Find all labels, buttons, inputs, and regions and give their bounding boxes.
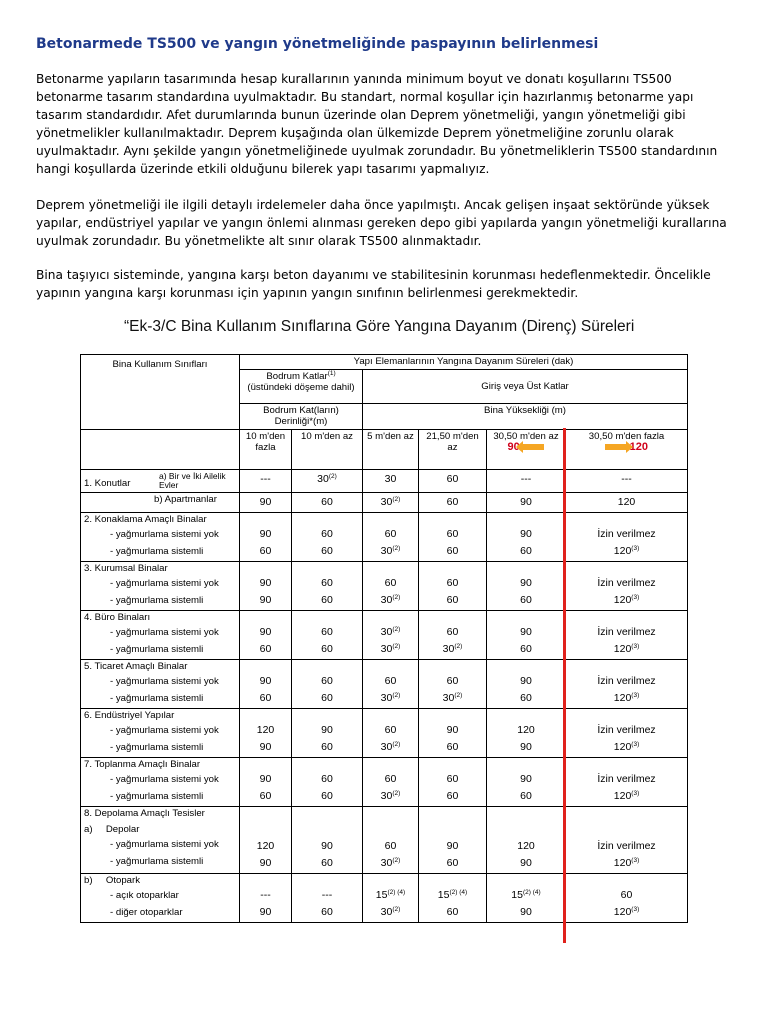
arrow-left-icon [522,444,544,450]
table-row: 3. Kurumsal Binalar - yağmurlama sistemi yok - yağmurlama sistemli 90 90 60 60 60 30$^{(2)}$ 60 60 90 60 İzin verilmez 120$^{(3)}$ [81,562,688,611]
table-row: b) Otopark - açık otoparklar - diğer otoparklar --- 90 --- 60 $15^{(2) (4)}$ 30$^{(2)}$ $15^{(2) (4)}$ 60 $15^{(2) (4)}$ 90 60 120$^{(3)}$ [81,874,688,923]
table-row: 5. Ticaret Amaçlı Binalar - yağmurlama sistemi yok - yağmurlama sistemli 90 60 60 60 60 30$^{(2)}$ 60 30$^{(2)}$ 90 60 İzin verilmez 120$^{(3)}$ [81,660,688,709]
header-height: Bina Yüksekliği (m) [363,404,688,430]
header-class: Bina Kullanım Sınıfları [81,355,240,430]
category-name: 6. Endüstriyel Yapılar [84,710,175,721]
col-header: 10 m'den fazla [240,430,292,470]
table-title: “Ek-3/C Bina Kullanım Sınıflarına Göre Yangına Dayanım (Direnç) Süreleri [124,318,635,335]
arrow-right-icon [605,444,627,450]
category-name: 2. Konaklama Amaçlı Binalar [84,514,207,525]
category-name: 5. Ticaret Amaçlı Binalar [84,661,188,672]
table-row: 6. Endüstriyel Yapılar - yağmurlama sistemi yok - yağmurlama sistemli 120 90 90 60 60 30$^{(2)}$ 90 60 120 90 İzin verilmez 120$^{(3)}$ [81,709,688,758]
paragraph-3: Bina taşıyıcı sisteminde, yangına karşı beton dayanımı ve stabilitesinin korunması hedeflenmektedir. Öncelikle yapının yangına karşı korunması için yapının yangın sınıfının belirlenmesi gerekmektedir. [36,268,711,301]
page-title: Betonarmede TS500 ve yangın yönetmeliğinde paspayının belirlenmesi [36,36,599,52]
header-depth: Bodrum Kat(ların) Derinliği*(m) [240,404,363,430]
table-row: 7. Toplanma Amaçlı Binalar - yağmurlama sistemi yok - yağmurlama sistemli 90 60 60 60 60 30$^{(2)}$ 60 60 90 60 İzin verilmez 120$^{(3)}$ [81,758,688,807]
header-basement: Bodrum Katlar$^{(1)}$ (üstündeki döşeme dahil) [240,370,363,404]
red-marker-line [563,428,566,943]
marker-120: 120 [629,441,649,453]
col-header: 21,50 m'den az [419,430,487,470]
marker-90: 90 [507,441,520,453]
col-header: 30,50 m'den az 90 [487,430,566,470]
table-row: 8. Depolama Amaçlı Tesisler a) Depolar - yağmurlama sistemi yok - yağmurlama sistemli 120 90 90 60 60 30$^{(2)}$ 90 60 120 90 İzin verilmez 120$^{(3)}$ [81,807,688,874]
table-row: 2. Konaklama Amaçlı Binalar - yağmurlama sistemi yok - yağmurlama sistemli 90 60 60 60 60 30$^{(2)}$ 60 60 90 60 İzin verilmez 120$^{(3)}$ [81,513,688,562]
category-name: 4. Büro Binaları [84,612,151,623]
category-name: 3. Kurumsal Binalar [84,563,168,574]
col-header: 30,50 m'den fazla 120 [566,430,688,470]
paragraph-2: Deprem yönetmeliği ile ilgili detaylı irdelemeler daha önce yapılmıştı. Ancak gelişen inşaat sektöründe yüksek yapılar, endüstriyel yapılar ve yangın önlemi alınması gereken depo gibi yapılarda yangın yönetmeliği kurallarına uyulmak zorundadır. Bu yönetmelikte alt sınır olarak TS500 alınmaktadır. [36,198,727,249]
col-header: 5 m'den az [363,430,419,470]
header-durations: Yapı Elemanlarının Yangına Dayanım Süreleri (dak) [240,355,688,370]
col-header: 10 m'den az [292,430,363,470]
table-row: 4. Büro Binaları - yağmurlama sistemi yok - yağmurlama sistemli 90 60 60 60 30$^{(2)}$ 30$^{(2)}$ 60 30$^{(2)}$ 90 60 İzin verilmez 120$^{(3)}$ [81,611,688,660]
paragraph-1: Betonarme yapıların tasarımında hesap kurallarının yanında minimum boyut ve donatı koşullarını TS500 betonarme tasarım standardına uyulmaktadır. Bu standart, normal koşullar için hazırlanmış betonarme yapı tasarım standardıdır. Afet durumlarında bunun üzerinde olan Deprem yönetmeliği, yangın yönetmeliği gibi yönetmelikler kullanılmaktadır. Deprem kuşağında olan ülkemizde Deprem yönetmeliğine zorunlu olarak uyulmaktadır. Aynı şekilde yangın yönetmeliğinede uyulmak zorundadır. Bu yönetmeliklerin TS500 standardının hangi koşullarda üzerinde etkili olduğunu bilerek yapı tasarımı yapmalıyız. [36,72,718,177]
table-row: b) Apartmanlar 90 60 30$^{(2)}$ 60 90 120 [81,493,688,513]
header-entry: Giriş veya Üst Katlar [363,370,688,404]
category-name: 7. Toplanma Amaçlı Binalar [84,759,201,770]
fire-resistance-table [80,354,687,923]
table-row: 1. Konutlar a) Bir ve İki Ailelik Evler --- 30$^{(2)}$ 30 60 --- --- [81,470,688,493]
